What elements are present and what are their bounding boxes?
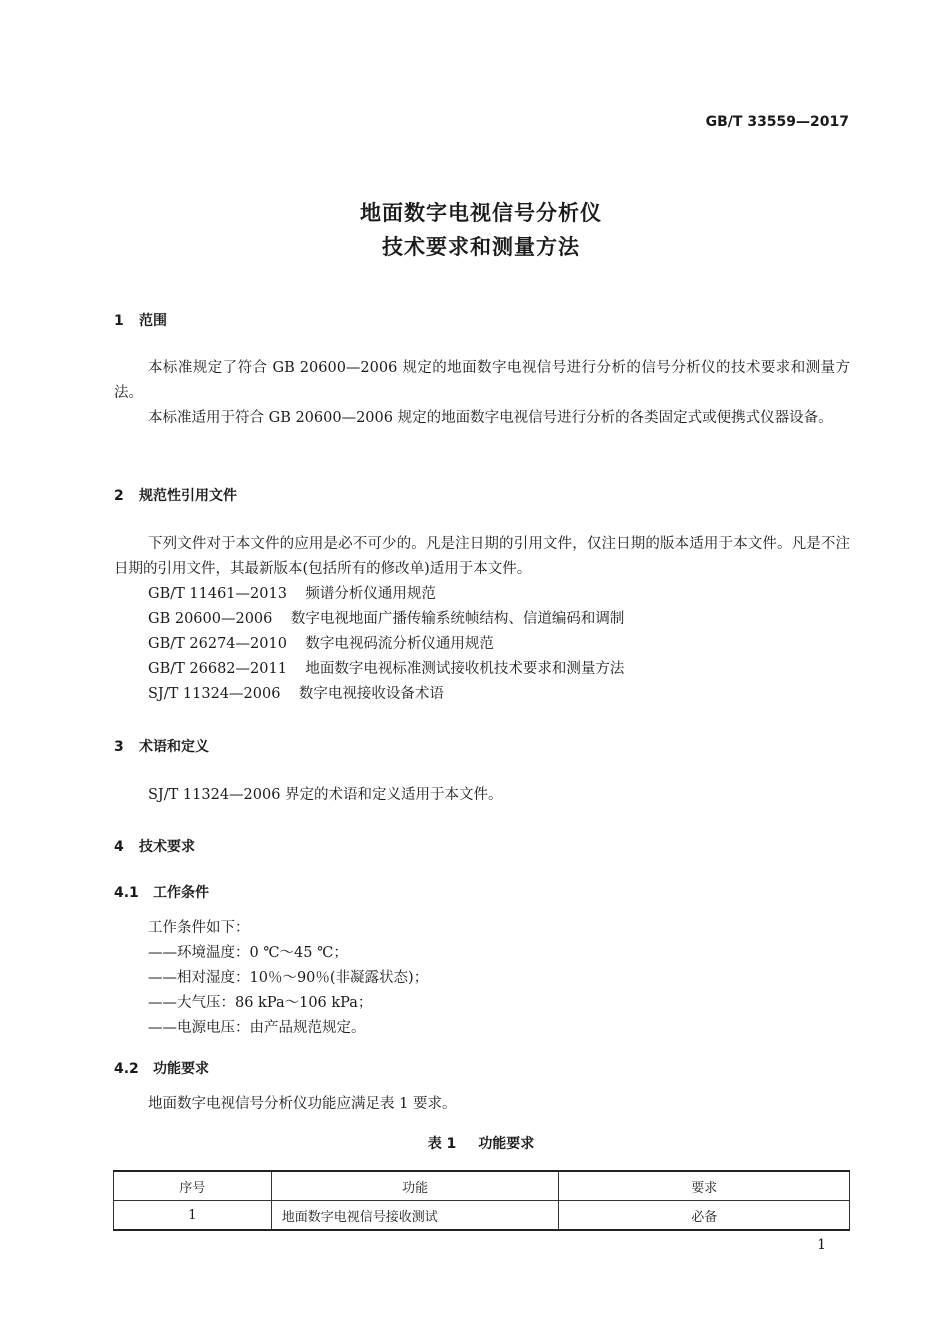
function-table <box>113 1170 850 1231</box>
section-title: 技术要求 <box>139 839 195 855</box>
list-item: ——环境温度：0 ℃～45 ℃； <box>148 945 348 961</box>
reference-title: 频谱分析仪通用规范 <box>305 586 436 602</box>
section-title: 术语和定义 <box>139 739 209 755</box>
section-number: 4.2 <box>114 1061 139 1077</box>
table-caption-label: 表 1 <box>427 1136 457 1152</box>
reference-item <box>148 682 444 707</box>
section-2-heading <box>114 485 237 505</box>
list-item: ——相对湿度：10％～90％(非凝露状态)； <box>148 970 429 986</box>
section-title: 功能要求 <box>153 1061 209 1077</box>
table-cell: 1 <box>114 1201 272 1231</box>
reference-item <box>148 657 624 682</box>
section-number: 1 <box>114 313 124 329</box>
page-title-line2: 技术要求和测量方法 <box>382 235 580 259</box>
function-intro: 地面数字电视信号分析仪功能应满足表 1 要求。 <box>148 1096 457 1112</box>
reference-item <box>148 582 436 607</box>
reference-title: 数字电视地面广播传输系统帧结构、信道编码和调制 <box>290 611 625 627</box>
table-caption-title: 功能要求 <box>478 1136 535 1152</box>
table-cell: 地面数字电视信号接收测试 <box>271 1201 559 1231</box>
section-number: 3 <box>114 739 124 755</box>
section-number: 4.1 <box>114 885 139 901</box>
document-code: GB/T 33559—2017 <box>705 114 849 130</box>
section-1-heading <box>114 310 167 330</box>
table-row <box>114 1201 850 1231</box>
reference-code: GB 20600—2006 <box>148 611 273 627</box>
section-title: 范围 <box>139 313 167 329</box>
page-title-line1: 地面数字电视信号分析仪 <box>360 201 602 225</box>
page-number: 1 <box>817 1237 826 1253</box>
reference-code: GB/T 26682—2011 <box>148 661 287 677</box>
column-header: 要求 <box>559 1171 850 1201</box>
reference-item <box>148 632 494 657</box>
conditions-intro: 工作条件如下： <box>148 920 250 936</box>
section-4-2-heading <box>114 1058 209 1078</box>
reference-title: 数字电视接收设备术语 <box>298 686 444 702</box>
section-title: 规范性引用文件 <box>139 488 237 504</box>
list-item: ——大气压：86 kPa～106 kPa； <box>148 995 373 1011</box>
table-header-row <box>114 1171 850 1201</box>
reference-code: GB/T 26274—2010 <box>148 636 287 652</box>
reference-code: SJ/T 11324—2006 <box>148 686 281 702</box>
section-1-paragraph-2: 本标准适用于符合 GB 20600—2006 规定的地面数字电视信号进行分析的各类固定式或便携式仪器设备。 <box>148 410 833 426</box>
column-header: 功能 <box>271 1171 559 1201</box>
section-3-paragraph: SJ/T 11324—2006 界定的术语和定义适用于本文件。 <box>148 787 503 803</box>
section-2-intro: 下列文件对于本文件的应用是必不可少的。凡是注日期的引用文件，仅注日期的版本适用于本文件。凡是不注日期的引用文件，其最新版本(包括所有的修改单)适用于本文件。 <box>114 536 850 577</box>
list-item: ——电源电压：由产品规范规定。 <box>148 1020 366 1036</box>
section-1-paragraph-1: 本标准规定了符合 GB 20600—2006 规定的地面数字电视信号进行分析的信号分析仪的技术要求和测量方法。 <box>114 360 850 401</box>
reference-title: 地面数字电视标准测试接收机技术要求和测量方法 <box>305 661 625 677</box>
reference-code: GB/T 11461—2013 <box>148 586 287 602</box>
section-number: 4 <box>114 839 124 855</box>
table-caption <box>0 1133 950 1153</box>
table-cell: 必备 <box>559 1201 850 1231</box>
section-title: 工作条件 <box>153 885 209 901</box>
section-3-heading <box>114 736 209 756</box>
section-4-1-heading <box>114 882 209 902</box>
section-number: 2 <box>114 488 124 504</box>
section-4-heading <box>114 836 195 856</box>
column-header: 序号 <box>114 1171 272 1201</box>
reference-item <box>148 607 624 632</box>
reference-title: 数字电视码流分析仪通用规范 <box>305 636 494 652</box>
